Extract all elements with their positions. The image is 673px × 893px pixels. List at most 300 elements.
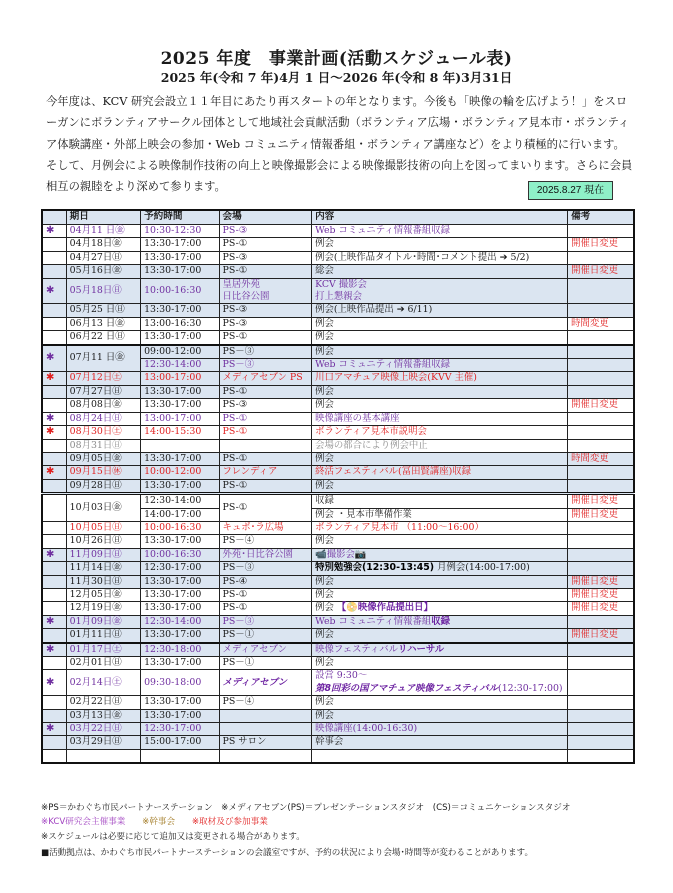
content-text: 例会 [315, 331, 334, 343]
note-cell: 開催日変更 [568, 494, 634, 508]
content-cell [312, 439, 568, 452]
time-cell: 13:00-16:30 [141, 317, 219, 330]
note-cell [568, 372, 634, 385]
table-row [42, 629, 634, 643]
time-cell: 13:30-17:00 [141, 657, 219, 670]
date-cell: 08月31日㊐ [66, 439, 140, 452]
date-cell: 05月18日㊐ [66, 278, 140, 304]
event-marker-icon [42, 749, 66, 763]
event-marker-icon [42, 317, 66, 330]
time-cell: 10:00-12:00 [141, 466, 219, 479]
venue-cell: PS-③ [219, 317, 312, 330]
venue-cell: PS-③ [219, 251, 312, 264]
venue-cell [219, 749, 312, 763]
venue-cell [219, 709, 312, 722]
content-cell [312, 265, 568, 278]
content-text: 例会 [315, 317, 334, 329]
venue-cell: PS-③ [219, 225, 312, 238]
event-marker-icon [42, 521, 66, 534]
content-cell [312, 548, 568, 561]
content-cell [312, 304, 568, 317]
content-cell: Web コミュニティ情報番組収録 [312, 359, 568, 372]
table-row [42, 317, 634, 330]
time-cell: 13:30-17:00 [141, 479, 219, 493]
time-cell: 13:30-17:00 [141, 452, 219, 465]
schedule-table [41, 209, 635, 764]
table-row [42, 696, 634, 709]
table-row [42, 479, 634, 493]
time-cell: 13:30-17:00 [141, 696, 219, 709]
venue-cell: 外苑･日比谷公園 [219, 548, 312, 561]
time-cell: 14:00-17:00 [141, 508, 219, 521]
event-marker-icon: ✱ [42, 372, 66, 385]
event-marker-icon [42, 736, 66, 749]
content-cell [312, 251, 568, 264]
event-marker-icon: ✱ [42, 723, 66, 736]
period-subtitle: 2025 年(令和 7 年)4月 1 日～2026 年(令和 8 年)3月31日 [160, 70, 513, 85]
content-cell [312, 615, 568, 628]
content-cell: 例会 ・見本市準備作業 [312, 508, 568, 521]
table-row [42, 736, 634, 749]
event-marker-icon [42, 602, 66, 615]
time-cell: 13:30-17:00 [141, 602, 219, 615]
date-cell: 03月22日㊐ [66, 723, 140, 736]
content-cell [312, 643, 568, 657]
event-marker-icon [42, 588, 66, 601]
time-cell: 15:00-17:00 [141, 736, 219, 749]
event-marker-icon: ✱ [42, 548, 66, 561]
content-text: 川口アマチュア映像上映会(KVV 主催) [315, 372, 477, 384]
venue-cell: 皇居外苑 日比谷公園 [219, 278, 312, 304]
event-marker-icon [42, 265, 66, 278]
note-cell: 開催日変更 [568, 602, 634, 615]
venue-cell: PS-① [219, 331, 312, 345]
content-text: 例会 [315, 238, 334, 250]
content-text: 総会 [315, 265, 334, 277]
table-row [42, 709, 634, 722]
content-cell [312, 385, 568, 398]
date-cell: 08月08日㊎ [66, 399, 140, 412]
table-row [42, 412, 634, 425]
time-cell: 13:30-17:00 [141, 331, 219, 345]
table-header-row [42, 210, 634, 225]
content-cell [312, 696, 568, 709]
note-cell [568, 736, 634, 749]
content-cell [312, 426, 568, 439]
venue-cell: PS－④ [219, 696, 312, 709]
date-cell: 10月03日㊎ [66, 494, 140, 522]
table-row [42, 535, 634, 548]
legend-board-meeting: ※幹事会 [142, 817, 176, 827]
date-cell: 07月11 日㊎ [66, 345, 140, 372]
note-cell: 開催日変更 [568, 265, 634, 278]
date-cell: 06月22 日㊐ [66, 331, 140, 345]
content-highlight-text: 【📀映像作品提出日】 [336, 602, 433, 614]
date-cell: 08月30日㊏ [66, 426, 140, 439]
event-marker-icon [42, 575, 66, 588]
footer-legend [41, 815, 282, 827]
page-title: 2025 年度 事業計画(活動スケジュール表) [160, 49, 513, 69]
event-marker-icon [42, 709, 66, 722]
venue-cell [219, 439, 312, 452]
event-marker-icon [42, 331, 66, 345]
note-cell [568, 643, 634, 657]
table-row [42, 372, 634, 385]
time-cell: 13:30-17:00 [141, 385, 219, 398]
festival-title-text: 第8回彩の国アマチュア映像フェスティバル [315, 682, 499, 694]
note-cell [568, 615, 634, 628]
note-cell [568, 331, 634, 345]
content-text: Web コミュニティ情報番組 [315, 615, 432, 627]
content-text: 幹事会 [315, 736, 344, 748]
time-cell: 12:30-14:00 [141, 494, 219, 508]
note-cell [568, 345, 634, 359]
venue-cell: PS－③ [219, 562, 312, 575]
table-row [42, 304, 634, 317]
time-cell: 10:30-12:30 [141, 225, 219, 238]
time-cell: 13:30-17:00 [141, 399, 219, 412]
note-cell [568, 657, 634, 670]
table-row [42, 439, 634, 452]
venue-cell: PS-① [219, 479, 312, 493]
table-row [42, 548, 634, 561]
venue-cell: PS-④ [219, 575, 312, 588]
table-row [42, 562, 634, 575]
time-cell: 13:30-17:00 [141, 575, 219, 588]
content-cell [312, 723, 568, 736]
table-row [42, 331, 634, 345]
content-cell [312, 494, 568, 508]
date-cell: 01月09日㊎ [66, 615, 140, 628]
content-cell [312, 535, 568, 548]
content-cell [312, 412, 568, 425]
content-text: 映像講座(14:00-16:30) [315, 723, 418, 735]
content-text: 例会 [315, 399, 334, 411]
date-cell: 02月01日㊐ [66, 657, 140, 670]
footer-abbreviations: ※PS＝かわぐち市民パートナーステーション ※メディアセブン(PS)＝プレゼンテーションスタジオ (CS)＝コミュニケーションスタジオ [41, 803, 571, 813]
legend-kcv-events: ※KCV研究会主催事業 [41, 817, 126, 827]
col-header-venue: 会場 [219, 210, 312, 225]
table-row [42, 723, 634, 736]
content-cell [312, 602, 568, 615]
content-highlight-text: 収録 [431, 615, 451, 627]
content-cell [312, 670, 568, 696]
note-cell [568, 251, 634, 264]
venue-cell: キュポ･ラ広場 [219, 521, 312, 534]
time-cell: 13:00-17:00 [141, 412, 219, 425]
venue-cell: PS－③ [219, 359, 312, 372]
note-cell [568, 412, 634, 425]
note-cell [568, 670, 634, 696]
date-cell: 09月05日㊎ [66, 452, 140, 465]
time-cell: 13:30-17:00 [141, 238, 219, 251]
note-cell [568, 696, 634, 709]
date-cell: 02月14日㊏ [66, 670, 140, 696]
table-row [42, 670, 634, 696]
content-cell [312, 479, 568, 493]
time-cell: 12:30-17:00 [141, 723, 219, 736]
event-marker-icon [42, 562, 66, 575]
table-row [42, 575, 634, 588]
venue-cell: PS-① [219, 452, 312, 465]
table-row [42, 494, 634, 508]
table-row [42, 399, 634, 412]
note-cell [568, 521, 634, 534]
table-row [42, 452, 634, 465]
venue-cell [219, 670, 312, 696]
time-cell: 12:30-14:00 [141, 359, 219, 372]
note-cell: 開催日変更 [568, 508, 634, 521]
col-header-note: 備考 [568, 210, 634, 225]
note-cell [568, 359, 634, 372]
date-cell: 09月15日㊡ [66, 466, 140, 479]
date-cell: 11月09日㊐ [66, 548, 140, 561]
time-cell: 10:00-16:30 [141, 548, 219, 561]
table-row [42, 278, 634, 304]
note-cell [568, 709, 634, 722]
time-cell: 12:30-17:00 [141, 562, 219, 575]
content-text: 収録 [315, 495, 334, 507]
content-cell [312, 466, 568, 479]
content-highlight-text: リハーサル [398, 643, 445, 655]
date-cell: 07月27日㊐ [66, 385, 140, 398]
table-row [42, 749, 634, 763]
note-cell [568, 548, 634, 561]
venue-cell: PS-③ [219, 304, 312, 317]
date-cell: 04月18日㊎ [66, 238, 140, 251]
intro-paragraph: 今年度は、KCV 研究会設立１１年目にあたり再スタートの年となります。今後も「映像の輪を広げよう！」をスローガンにボランティアサークル団体として地域社会貢献活動（ボランティア広場・ボランティア見本市・ボランティア体験講座・外部上映会の参加・Web コミュニティ情報番組・ボランティア講座など）をより積極的に行います。そして、月例会による映像制作技術の向上と映像撮影会による映像撮影技術の向上を図ってまいります。さらに会員相互の親睦をより深めて参ります。 [46, 95, 633, 194]
content-text: 映像フェスティバル [315, 643, 399, 655]
venue-cell: PS-① [219, 385, 312, 398]
date-cell: 01月17日㊏ [66, 643, 140, 657]
event-marker-icon: ✱ [42, 412, 66, 425]
content-text: 例会(上映作品タイトル･時間･コメント提出 ➔ 5/2) [315, 251, 530, 263]
venue-cell: PS-① [219, 602, 312, 615]
content-text: KCV 撮影会 打上懇親会 [315, 278, 367, 303]
content-text: 月例会(14:00-17:00) [434, 562, 530, 574]
event-marker-icon [42, 251, 66, 264]
festival-time-text: (12:30-17:00) [498, 682, 563, 694]
content-cell [312, 736, 568, 749]
event-marker-icon: ✱ [42, 670, 66, 696]
content-text: 例会 [315, 588, 334, 600]
venue-cell: メディアセブン [219, 643, 312, 657]
table-row [42, 251, 634, 264]
content-cell [312, 588, 568, 601]
date-cell: 12月19日㊎ [66, 602, 140, 615]
venue-cell: PS-① [219, 588, 312, 601]
date-cell [66, 749, 140, 763]
note-cell: 開催日変更 [568, 575, 634, 588]
content-text: 例会 [315, 709, 334, 721]
date-cell: 09月28日㊐ [66, 479, 140, 493]
venue-cell: PS－① [219, 657, 312, 670]
venue-cell: PS-① [219, 265, 312, 278]
content-text: 会場の都合により例会中止 [315, 439, 428, 451]
content-cell [312, 345, 568, 359]
date-cell: 04月27日㊐ [66, 251, 140, 264]
table-row [42, 615, 634, 628]
time-cell: 13:30-17:00 [141, 535, 219, 548]
time-cell: 13:00-17:00 [141, 372, 219, 385]
date-cell: 03月29日㊐ [66, 736, 140, 749]
table-row [42, 265, 634, 278]
content-text: 例会 [315, 385, 334, 397]
table-row [42, 238, 634, 251]
event-marker-icon: ✱ [42, 643, 66, 657]
content-cell [312, 399, 568, 412]
event-marker-icon [42, 494, 66, 522]
table-row [42, 521, 634, 534]
event-marker-icon [42, 535, 66, 548]
time-cell [141, 439, 219, 452]
venue-cell: PS サロン [219, 736, 312, 749]
venue-cell: PS-③ [219, 399, 312, 412]
note-cell: 開催日変更 [568, 238, 634, 251]
note-cell [568, 749, 634, 763]
table-row [42, 385, 634, 398]
note-cell [568, 426, 634, 439]
time-cell: 13:30-17:00 [141, 588, 219, 601]
content-cell [312, 629, 568, 643]
content-cell [312, 225, 568, 238]
event-marker-icon [42, 696, 66, 709]
time-cell: 13:30-17:00 [141, 265, 219, 278]
note-cell [568, 723, 634, 736]
note-cell [568, 466, 634, 479]
note-cell [568, 562, 634, 575]
venue-cell: PS－③ [219, 345, 312, 359]
content-cell [312, 452, 568, 465]
content-text: 📹撮影会📷 [315, 548, 367, 560]
content-text: 例会 [315, 629, 334, 641]
content-cell [312, 317, 568, 330]
table-row [42, 643, 634, 657]
date-cell: 07月12日㊏ [66, 372, 140, 385]
time-cell: 14:00-15:30 [141, 426, 219, 439]
event-marker-icon: ✱ [42, 345, 66, 372]
content-cell [312, 372, 568, 385]
content-text: ボランティア見本市説明会 [315, 426, 427, 438]
note-cell: 開催日変更 [568, 629, 634, 643]
col-header-time: 予約時間 [141, 210, 219, 225]
note-cell [568, 278, 634, 304]
content-text: 例会 [315, 657, 334, 668]
event-marker-icon [42, 304, 66, 317]
event-marker-icon [42, 479, 66, 493]
date-cell: 11月30日㊐ [66, 575, 140, 588]
venue-text: メディアセブン [222, 676, 287, 688]
note-cell: 時間変更 [568, 317, 634, 330]
content-text: 例会 [315, 696, 334, 708]
event-marker-icon [42, 657, 66, 670]
content-cell [312, 749, 568, 763]
col-header-date: 期日 [66, 210, 140, 225]
note-cell [568, 479, 634, 493]
date-cell: 08月24日㊐ [66, 412, 140, 425]
note-cell [568, 385, 634, 398]
content-cell [312, 238, 568, 251]
date-cell: 12月05日㊎ [66, 588, 140, 601]
col-header-content: 内容 [312, 210, 568, 225]
time-cell: 12:30-14:00 [141, 615, 219, 628]
event-marker-icon [42, 439, 66, 452]
table-row [42, 345, 634, 359]
table-row [42, 426, 634, 439]
note-cell [568, 304, 634, 317]
table-row [42, 225, 634, 238]
event-marker-icon: ✱ [42, 466, 66, 479]
content-cell [312, 521, 568, 534]
event-marker-icon [42, 238, 66, 251]
event-marker-icon [42, 629, 66, 643]
event-marker-icon [42, 452, 66, 465]
date-cell: 01月11日㊐ [66, 629, 140, 643]
table-row [42, 657, 634, 670]
venue-cell: PS－① [219, 629, 312, 643]
date-cell: 05月25 日㊐ [66, 304, 140, 317]
time-cell [141, 749, 219, 763]
venue-cell: PS-① [219, 494, 312, 522]
content-text: 例会 [315, 452, 334, 464]
date-cell: 10月26日㊐ [66, 535, 140, 548]
schedule-body [42, 225, 634, 764]
time-cell: 13:30-17:00 [141, 629, 219, 643]
date-cell: 02月22日㊐ [66, 696, 140, 709]
date-cell: 05月16日㊎ [66, 265, 140, 278]
content-text: 映像講座の基本講座 [315, 412, 400, 424]
time-cell: 12:30-18:00 [141, 643, 219, 657]
table-row [42, 602, 634, 615]
note-cell [568, 225, 634, 238]
content-cell [312, 562, 568, 575]
time-cell: 09:00-12:00 [141, 345, 219, 359]
venue-cell: PS-① [219, 426, 312, 439]
date-cell: 10月05日㊐ [66, 521, 140, 534]
note-cell: 開催日変更 [568, 399, 634, 412]
footer-venue-note: ■活動拠点は、かわぐち市民パートナーステーションの会議室ですが、予約の状況により会場･時間等が変わることがあります。 [41, 848, 534, 858]
content-cell [312, 709, 568, 722]
date-cell: 11月14日㊎ [66, 562, 140, 575]
event-marker-icon: ✱ [42, 225, 66, 238]
event-marker-icon [42, 385, 66, 398]
event-marker-icon: ✱ [42, 615, 66, 628]
content-cell [312, 278, 568, 304]
footer-schedule-note: ※スケジュールは必要に応じて追加又は変更される場合があります。 [41, 832, 305, 842]
event-marker-icon [42, 399, 66, 412]
content-cell [312, 331, 568, 345]
note-cell [568, 535, 634, 548]
table-row [42, 466, 634, 479]
content-text: Web コミュニティ情報番組収録 [315, 225, 451, 236]
content-text: 例会(上映作品提出 ➔ 6/11) [315, 304, 433, 316]
date-cell: 03月13日㊎ [66, 709, 140, 722]
legend-coverage-events: ※取材及び参加事業 [191, 817, 268, 827]
time-cell: 10:00-16:30 [141, 278, 219, 304]
content-text: 例会 [315, 575, 334, 587]
as-of-date-badge: 2025.8.27 現在 [528, 181, 613, 200]
date-cell: 06月13 日㊎ [66, 317, 140, 330]
date-cell: 04月11 日㊎ [66, 225, 140, 238]
venue-cell: PS-① [219, 238, 312, 251]
table-row [42, 588, 634, 601]
venue-cell: PS－③ [219, 615, 312, 628]
content-bold-text: 特別勉強会(12:30-13:45) [315, 562, 435, 574]
content-text: ボランティア見本市 （11:00～16:00） [315, 521, 484, 533]
event-marker-icon: ✱ [42, 278, 66, 304]
time-cell: 10:00-16:30 [141, 521, 219, 534]
time-cell: 13:30-17:00 [141, 304, 219, 317]
